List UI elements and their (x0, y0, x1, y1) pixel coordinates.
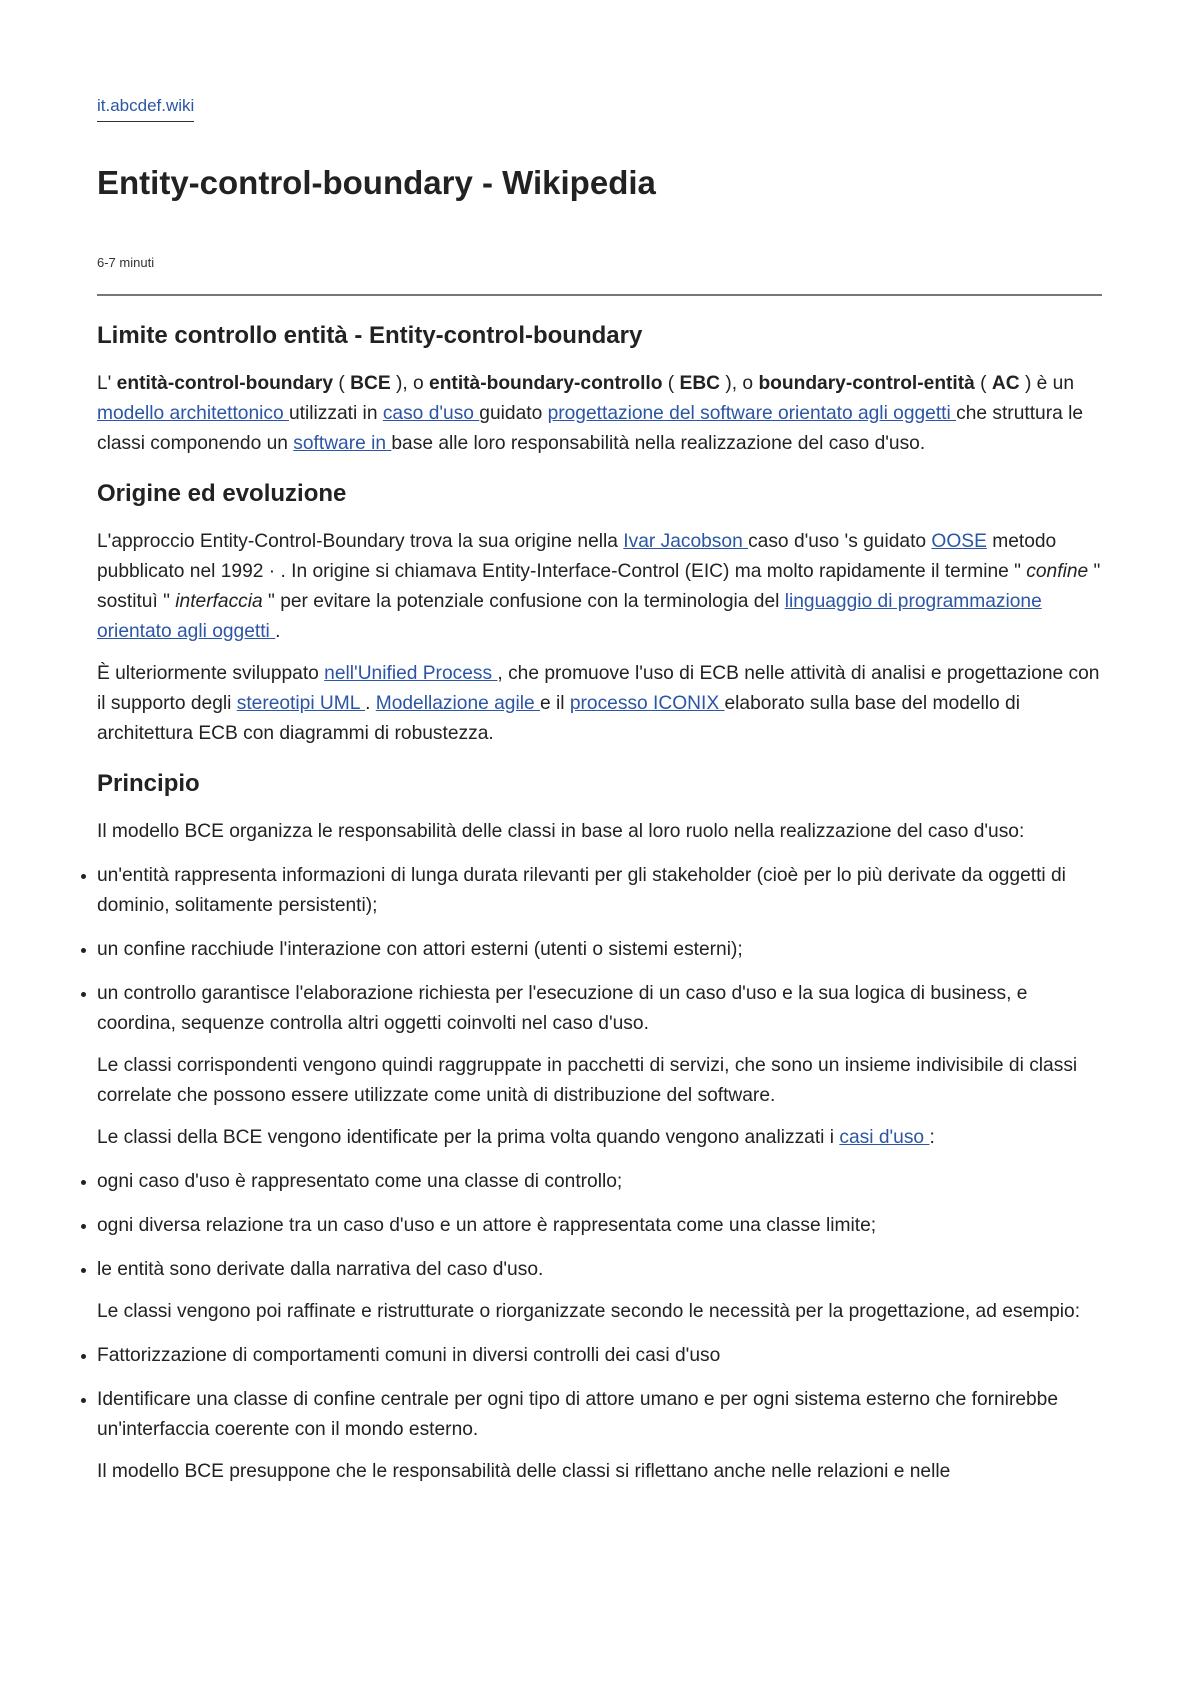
header-divider (97, 294, 1102, 296)
page-title: Entity-control-boundary - Wikipedia (97, 164, 656, 201)
text: ( (333, 373, 351, 394)
text: utilizzati in (288, 403, 383, 424)
text: e il (540, 693, 570, 714)
text: guidato (479, 403, 548, 424)
link-modello-architettonico[interactable]: modello architettonico (97, 403, 289, 424)
term-confine: confine (1026, 561, 1089, 582)
principle-paragraph-3 (97, 1123, 1102, 1153)
term-ebc-full: entità-boundary-controllo (429, 373, 663, 394)
principle-paragraph-4: Le classi vengono poi raffinate e ristrutturate o riorganizzate secondo le necessità per la progettazione, ad esempio: (97, 1301, 1081, 1322)
refinement-list (97, 1341, 1102, 1445)
text: ), o (720, 373, 759, 394)
text: ) è un (1019, 373, 1075, 394)
term-bce-full: entità-control-boundary (116, 373, 334, 394)
principle-paragraph-1: Il modello BCE organizza le responsabilità delle classi in base al loro ruolo nella realizzazione del caso d'uso: (97, 821, 1025, 842)
link-unified-process[interactable]: nell'Unified Process (324, 663, 498, 684)
link-modellazione-agile[interactable]: Modellazione agile (375, 693, 540, 714)
list-item: un'entità rappresenta informazioni di lunga durata rilevanti per gli stakeholder (cioè per lo più derivate da oggetti di dominio, solitamente persistenti); (97, 861, 1102, 921)
text: " sostituì " (97, 561, 1101, 612)
term-ac: AC (991, 373, 1020, 394)
principle-paragraph-5: Il modello BCE presuppone che le responsabilità delle classi si riflettano anche nelle relazioni e nelle (97, 1461, 951, 1482)
list-item: ogni diversa relazione tra un caso d'uso e un attore è rappresentata come una classe limite; (97, 1211, 1102, 1241)
list-item: ogni caso d'uso è rappresentato come una classe di controllo; (97, 1167, 1102, 1197)
term-ebc: EBC (679, 373, 721, 394)
site-link[interactable]: it.abcdef.wiki (97, 96, 194, 122)
text: : (929, 1127, 935, 1148)
text: ( (662, 373, 680, 394)
section-heading-principle: Principio (97, 770, 200, 797)
identification-list (97, 1167, 1102, 1285)
link-casi-d-uso[interactable]: casi d'uso (839, 1127, 930, 1148)
list-item: un confine racchiude l'interazione con attori esterni (utenti o sistemi esterni); (97, 935, 1102, 965)
text: metodo pubblicato nel 1992 · . In origine si chiamava Entity-Interface-Control (EIC) ma molto rapidamente il termine " (97, 531, 1057, 582)
list-item: Identificare una classe di confine centrale per ogni tipo di attore umano e per ogni sistema esterno che fornirebbe un'interfaccia coerente con il mondo esterno. (97, 1385, 1102, 1445)
link-ivar-jacobson[interactable]: Ivar Jacobson (623, 531, 749, 552)
link-progettazione-oo[interactable]: progettazione del software orientato agli oggetti (547, 403, 957, 424)
text: elaborato sulla base del modello di architettura ECB con diagrammi di robustezza. (97, 693, 1020, 744)
link-software[interactable]: software in (293, 433, 392, 454)
text: . (275, 621, 281, 642)
text: È ulteriormente sviluppato (97, 663, 325, 684)
link-caso-d-uso[interactable]: caso d'uso (382, 403, 480, 424)
intro-paragraph (97, 369, 1102, 459)
section-heading-intro: Limite controllo entità - Entity-control-boundary (97, 322, 643, 349)
list-item: un controllo garantisce l'elaborazione richiesta per l'esecuzione di un caso d'uso e la sua logica di business, e coordina, sequenze controlla altri oggetti coinvolti nel caso d'uso. (97, 979, 1102, 1039)
list-item: le entità sono derivate dalla narrativa del caso d'uso. (97, 1255, 1102, 1285)
text: " per evitare la potenziale confusione con la terminologia del (262, 591, 785, 612)
term-interfaccia: interfaccia (175, 591, 263, 612)
section-heading-origin: Origine ed evoluzione (97, 480, 347, 507)
link-oose[interactable]: OOSE (931, 531, 987, 552)
responsibility-list (97, 861, 1102, 1039)
text: L'approccio Entity-Control-Boundary trova la sua origine nella (97, 531, 624, 552)
text: base alle loro responsabilità nella realizzazione del caso d'uso. (391, 433, 926, 454)
principle-paragraph-2: Le classi corrispondenti vengono quindi raggruppate in pacchetti di servizi, che sono un insieme indivisibile di classi correlate che possono essere utilizzate come unità di distribuzione del software. (97, 1055, 1078, 1106)
link-linguaggio-oo[interactable]: linguaggio di programmazione orientato agli oggetti (97, 591, 1042, 642)
origin-paragraph-1 (97, 527, 1102, 647)
term-bce-alt-full: boundary-control-entità (758, 373, 975, 394)
link-stereotipi-uml[interactable]: stereotipi UML (236, 693, 366, 714)
text: ), o (390, 373, 430, 394)
list-item: Fattorizzazione di comportamenti comuni in diversi controlli dei casi d'uso (97, 1341, 1102, 1371)
link-processo-iconix[interactable]: processo ICONIX (569, 693, 725, 714)
text: ( (974, 373, 992, 394)
text: L' (97, 373, 117, 394)
origin-paragraph-2 (97, 659, 1102, 749)
term-bce: BCE (350, 373, 391, 394)
text: . (365, 693, 376, 714)
text: Le classi della BCE vengono identificate per la prima volta quando vengono analizzati i (97, 1127, 840, 1148)
text: che struttura le classi componendo un (97, 403, 1084, 454)
text: caso d'uso 's guidato (748, 531, 932, 552)
text: , che promuove l'uso di ECB nelle attività di analisi e progettazione con il supporto degli (97, 663, 1100, 714)
read-time: 6-7 minuti (97, 255, 155, 270)
